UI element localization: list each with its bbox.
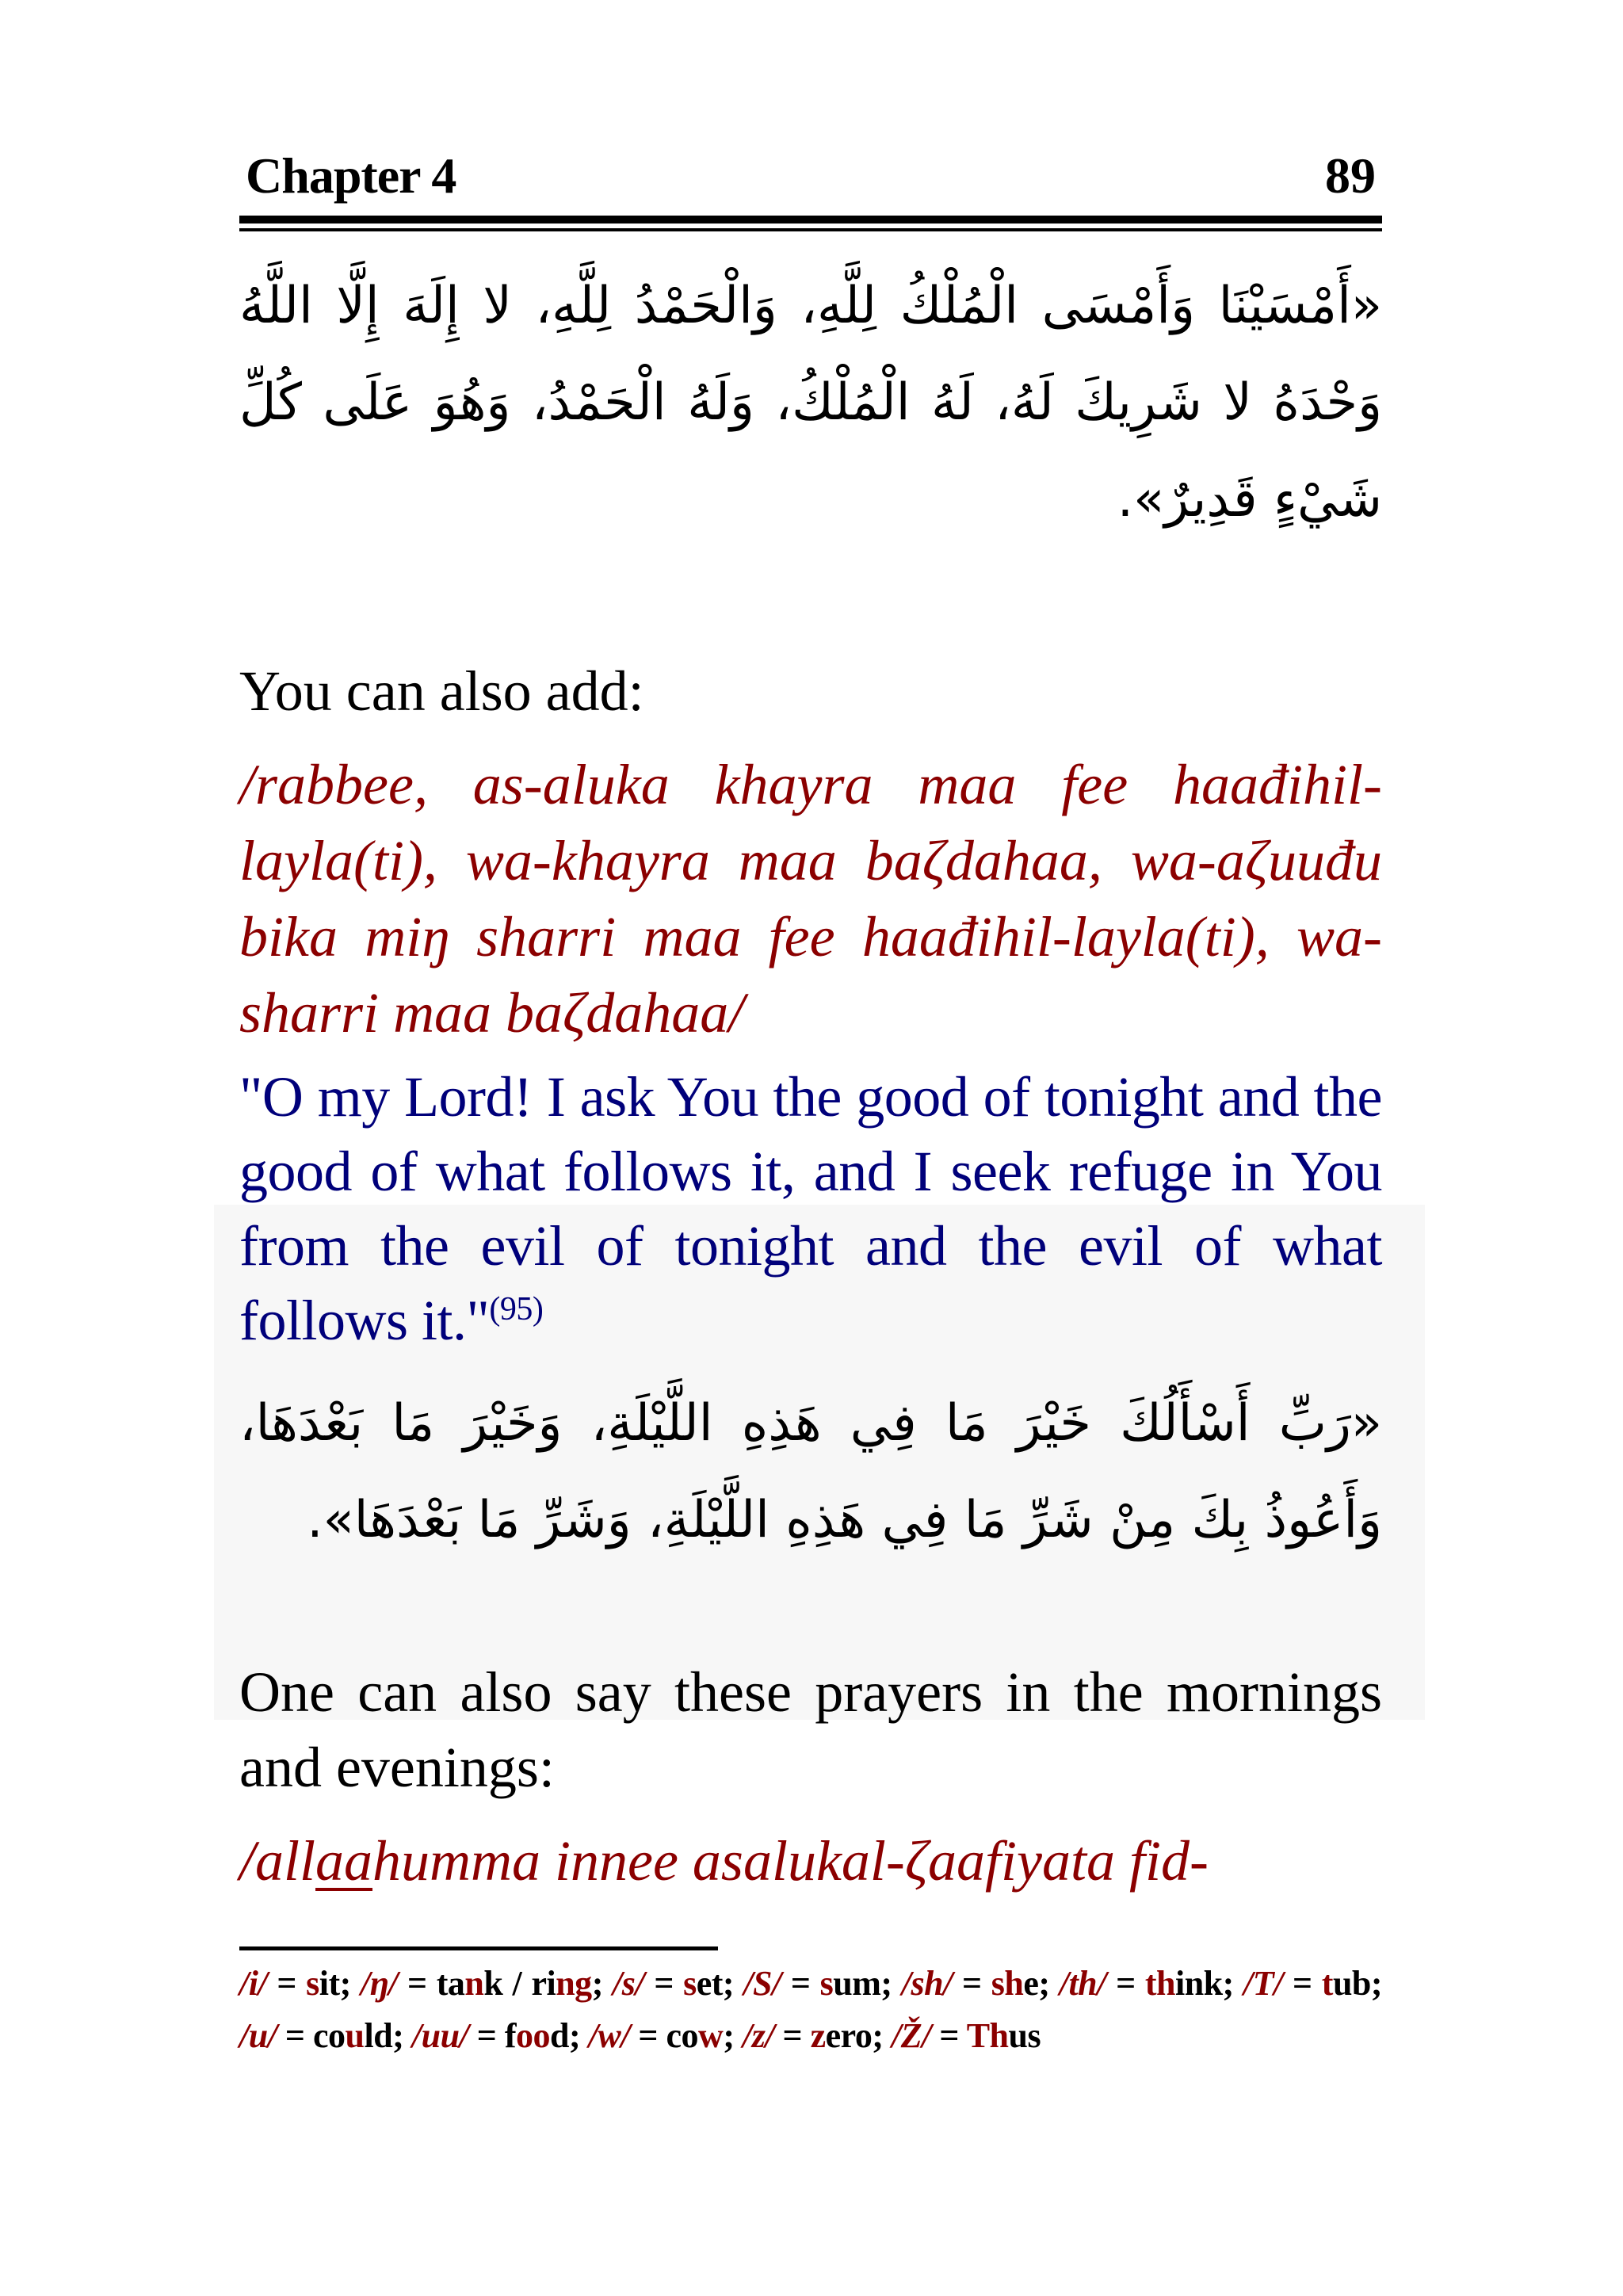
header-rule-thick: [239, 216, 1382, 223]
key-example-highlight: oo: [516, 2016, 550, 2055]
translation-1: [239, 1060, 1382, 1358]
key-equals: =: [781, 1964, 820, 2003]
transliteration-1: /rabbee, as-aluka khayra maa fee haađihil-layla(ti), wa-khayra maa baζdahaa, wa-aζuuđu bika miŋ sharri maa fee haađihil-layla(ti), wa-sharri maa baζdahaa/: [239, 753, 1382, 1045]
key-equals: =: [397, 1964, 437, 2003]
key-example-post: et;: [696, 1964, 744, 2003]
key-equals: =: [644, 1964, 684, 2003]
intro-text-2: One can also say these prayers in the mornings and evenings:: [239, 1660, 1382, 1799]
key-equals: =: [277, 2016, 313, 2055]
book-page: [239, 0, 1382, 2296]
key-example-highlight: z: [810, 2016, 826, 2055]
key-example-pre: f: [504, 2016, 516, 2055]
key-example-post: it;: [319, 1964, 361, 2003]
key-equals: =: [930, 2016, 967, 2055]
key-example-post: k / ri: [483, 1964, 556, 2003]
key-example-post: ;: [723, 2016, 743, 2055]
key-example-pre: co: [666, 2016, 699, 2055]
key-example-highlight: s: [683, 1964, 697, 2003]
key-example-highlight: u: [345, 2016, 365, 2055]
pronunciation-key: [239, 1958, 1382, 2062]
translit-2-rest: humma innee asalukal-ζaafiyata fid-: [372, 1829, 1209, 1893]
translation-1-text: "O my Lord! I ask You the good of tonight and the good of what follows it, and I seek refuge in You from the evil of tonight and the evil of what follows it.": [239, 1065, 1382, 1352]
page-header: [239, 147, 1382, 210]
key-example-highlight: ng: [556, 1964, 592, 2003]
key-example-highlight: sh: [991, 1964, 1024, 2003]
key-example-highlight: s: [819, 1964, 834, 2003]
key-example-highlight: t: [1321, 1964, 1333, 2003]
key-example-pre: co: [313, 2016, 346, 2055]
key-example-highlight: Th: [966, 2016, 1009, 2055]
key-equals: =: [1106, 1964, 1145, 2003]
key-equals: =: [774, 2016, 811, 2055]
key-symbol: /z/: [742, 2016, 775, 2055]
key-symbol: /ŋ/: [361, 1964, 398, 2003]
key-example-post: ld;: [364, 2016, 412, 2055]
key-equals: =: [267, 1964, 307, 2003]
translit-2-underlined: aa: [315, 1829, 373, 1893]
key-example-highlight: th: [1144, 1964, 1175, 2003]
key-symbol: /uu/: [411, 2016, 469, 2055]
footnote-reference: (95): [489, 1291, 544, 1328]
key-equals: =: [468, 2016, 505, 2055]
key-symbol: /i/: [239, 1964, 268, 2003]
key-example-post: ;: [591, 1964, 613, 2003]
key-example-post: ero;: [825, 2016, 892, 2055]
key-equals: =: [1282, 1964, 1322, 2003]
key-example-post: ub;: [1332, 1964, 1383, 2003]
transliteration-2: [239, 1823, 1382, 1899]
intro-text-1: You can also add:: [239, 659, 644, 723]
key-symbol: /s/: [613, 1964, 645, 2003]
header-rule-thin: [239, 228, 1382, 231]
key-example-highlight: n: [464, 1964, 484, 2003]
key-symbol: /u/: [239, 2016, 277, 2055]
key-symbol: /S/: [743, 1964, 781, 2003]
footnote-rule: [239, 1946, 718, 1950]
key-example-post: e;: [1023, 1964, 1060, 2003]
key-example-post: d;: [550, 2016, 589, 2055]
key-example-highlight: w: [698, 2016, 724, 2055]
key-equals: =: [952, 1964, 991, 2003]
chapter-title: Chapter 4: [246, 147, 456, 204]
key-symbol: /sh/: [901, 1964, 953, 2003]
key-example-highlight: s: [306, 1964, 319, 2003]
key-example-post: ink;: [1174, 1964, 1243, 2003]
key-symbol: /T/: [1243, 1964, 1283, 2003]
key-example-post: um;: [833, 1964, 902, 2003]
translit-2-start: /all: [239, 1829, 316, 1893]
key-equals: =: [629, 2016, 666, 2055]
arabic-supplication-2: «رَبِّ أَسْأَلُكَ خَيْرَ مَا فِي هَذِهِ اللَّيْلَةِ، وَخَيْرَ مَا بَعْدَهَا، وَأَعُوذُ بِكَ مِنْ شَرِّ مَا فِي هَذِهِ اللَّيْلَةِ، وَشَرِّ مَا بَعْدَهَا».: [239, 1394, 1382, 1549]
key-symbol: /th/: [1059, 1964, 1106, 2003]
arabic-supplication-1: «أَمْسَيْنَا وَأَمْسَى الْمُلْكُ لِلَّهِ، وَالْحَمْدُ لِلَّهِ، لا إِلَهَ إِلَّا اللَّهُ وَحْدَهُ لا شَرِيكَ لَهُ، لَهُ الْمُلْكُ، وَلَهُ الْحَمْدُ، وَهُوَ عَلَى كُلِّ شَيْءٍ قَدِيرٌ».: [239, 277, 1382, 529]
key-example-pre: ta: [436, 1964, 465, 2003]
key-symbol: /Ž/: [892, 2016, 931, 2055]
key-example-post: us: [1008, 2016, 1041, 2055]
page-number: 89: [1325, 147, 1376, 204]
key-symbol: /w/: [588, 2016, 630, 2055]
